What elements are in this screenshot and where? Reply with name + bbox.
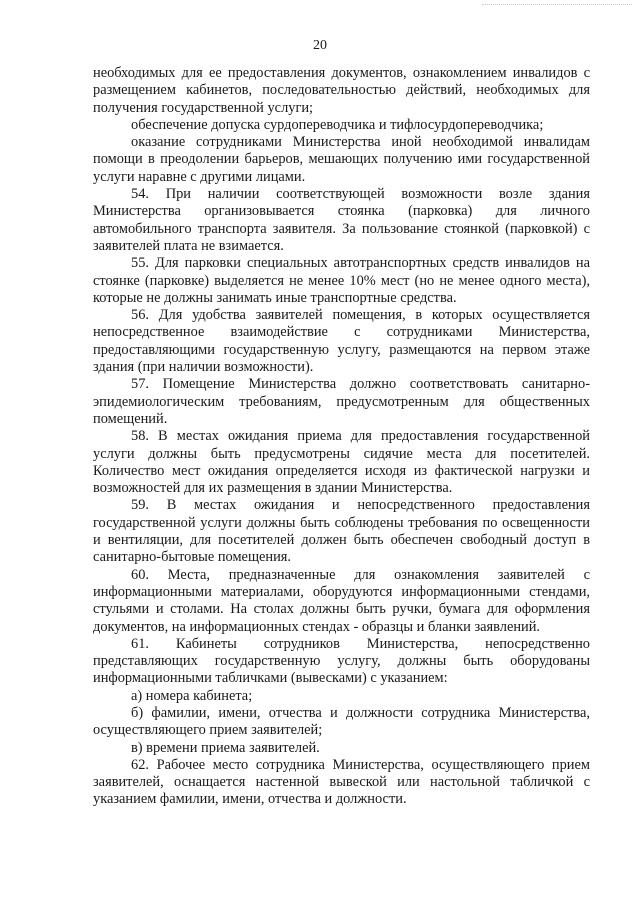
list-item: в) времени приема заявителей. xyxy=(131,739,320,756)
paragraph-60: 60. Места, предназначенные для ознакомления заявителей с информационными материалами, оборудуются информационными стендами, стульями и столами. На столах должны быть ручки, бумага для оформления документов, на информационных стендах - образцы и бланки заявлений. xyxy=(93,566,590,635)
scan-artifact xyxy=(482,4,632,7)
paragraph-61: 61. Кабинеты сотрудников Министерства, непосредственно представляющих государственную услугу, должны быть оборудованы информационными табличками (вывесками) с указанием: xyxy=(93,635,590,687)
list-item: а) номера кабинета; xyxy=(131,687,253,704)
paragraph-62: 62. Рабочее место сотрудника Министерства, осуществляющего прием заявителей, оснащается настенной вывеской или настольной табличкой с указанием фамилии, имени, отчества и должности. xyxy=(93,756,590,808)
page-number: 20 xyxy=(313,38,327,53)
paragraph: обеспечение допуска сурдопереводчика и тифлосурдопереводчика; xyxy=(131,116,544,133)
paragraph: оказание сотрудниками Министерства иной необходимой инвалидам помощи в преодолении барьеров, мешающих получению ими государственной услуги наравне с другими лицами. xyxy=(93,134,590,185)
paragraph-54: 54. При наличии соответствующей возможности возле здания Министерства организовывается стоянка (парковка) для личного автомобильного транспорта заявителя. За пользование стоянкой (парковкой) с заявителей плата не взимается. xyxy=(93,186,590,254)
paragraph-57: 57. Помещение Министерства должно соответствовать санитарно-эпидемиологическим требованиям, предусмотренным для общественных помещений. xyxy=(93,376,590,427)
paragraph-58: 58. В местах ожидания приема для предоставления государственной услуги должны быть предусмотрены сидячие места для посетителей. Количество мест ожидания определяется исходя из фактической нагрузки и возможностей для их размещения в здании Министерства. xyxy=(93,428,590,497)
paragraph-59: 59. В местах ожидания и непосредственного предоставления государственной услуги должны быть соблюдены требования по освещенности и вентиляции, для посетителей должен быть обеспечен свободный доступ в санитарно-бытовые помещения. xyxy=(93,497,590,566)
list-item: б) фамилии, имени, отчества и должности сотрудника Министерства, осуществляющего прием заявителей; xyxy=(93,704,590,739)
paragraph-56: 56. Для удобства заявителей помещения, в которых осуществляется непосредственное взаимодействие с сотрудниками Министерства, предоставляющими государственную услугу, размещаются на первом этаже здания (при наличии возможности). xyxy=(93,307,590,376)
paragraph-55: 55. Для парковки специальных автотранспортных средств инвалидов на стоянке (парковке) выделяется не менее 10% мест (но не менее одного места), которые не должны занимать иные транспортные средства. xyxy=(93,255,590,306)
document-body xyxy=(93,65,590,809)
paragraph: необходимых для ее предоставления документов, ознакомлением инвалидов с размещением кабинетов, последовательностью действий, необходимых для получения государственной услуги; xyxy=(93,65,590,116)
